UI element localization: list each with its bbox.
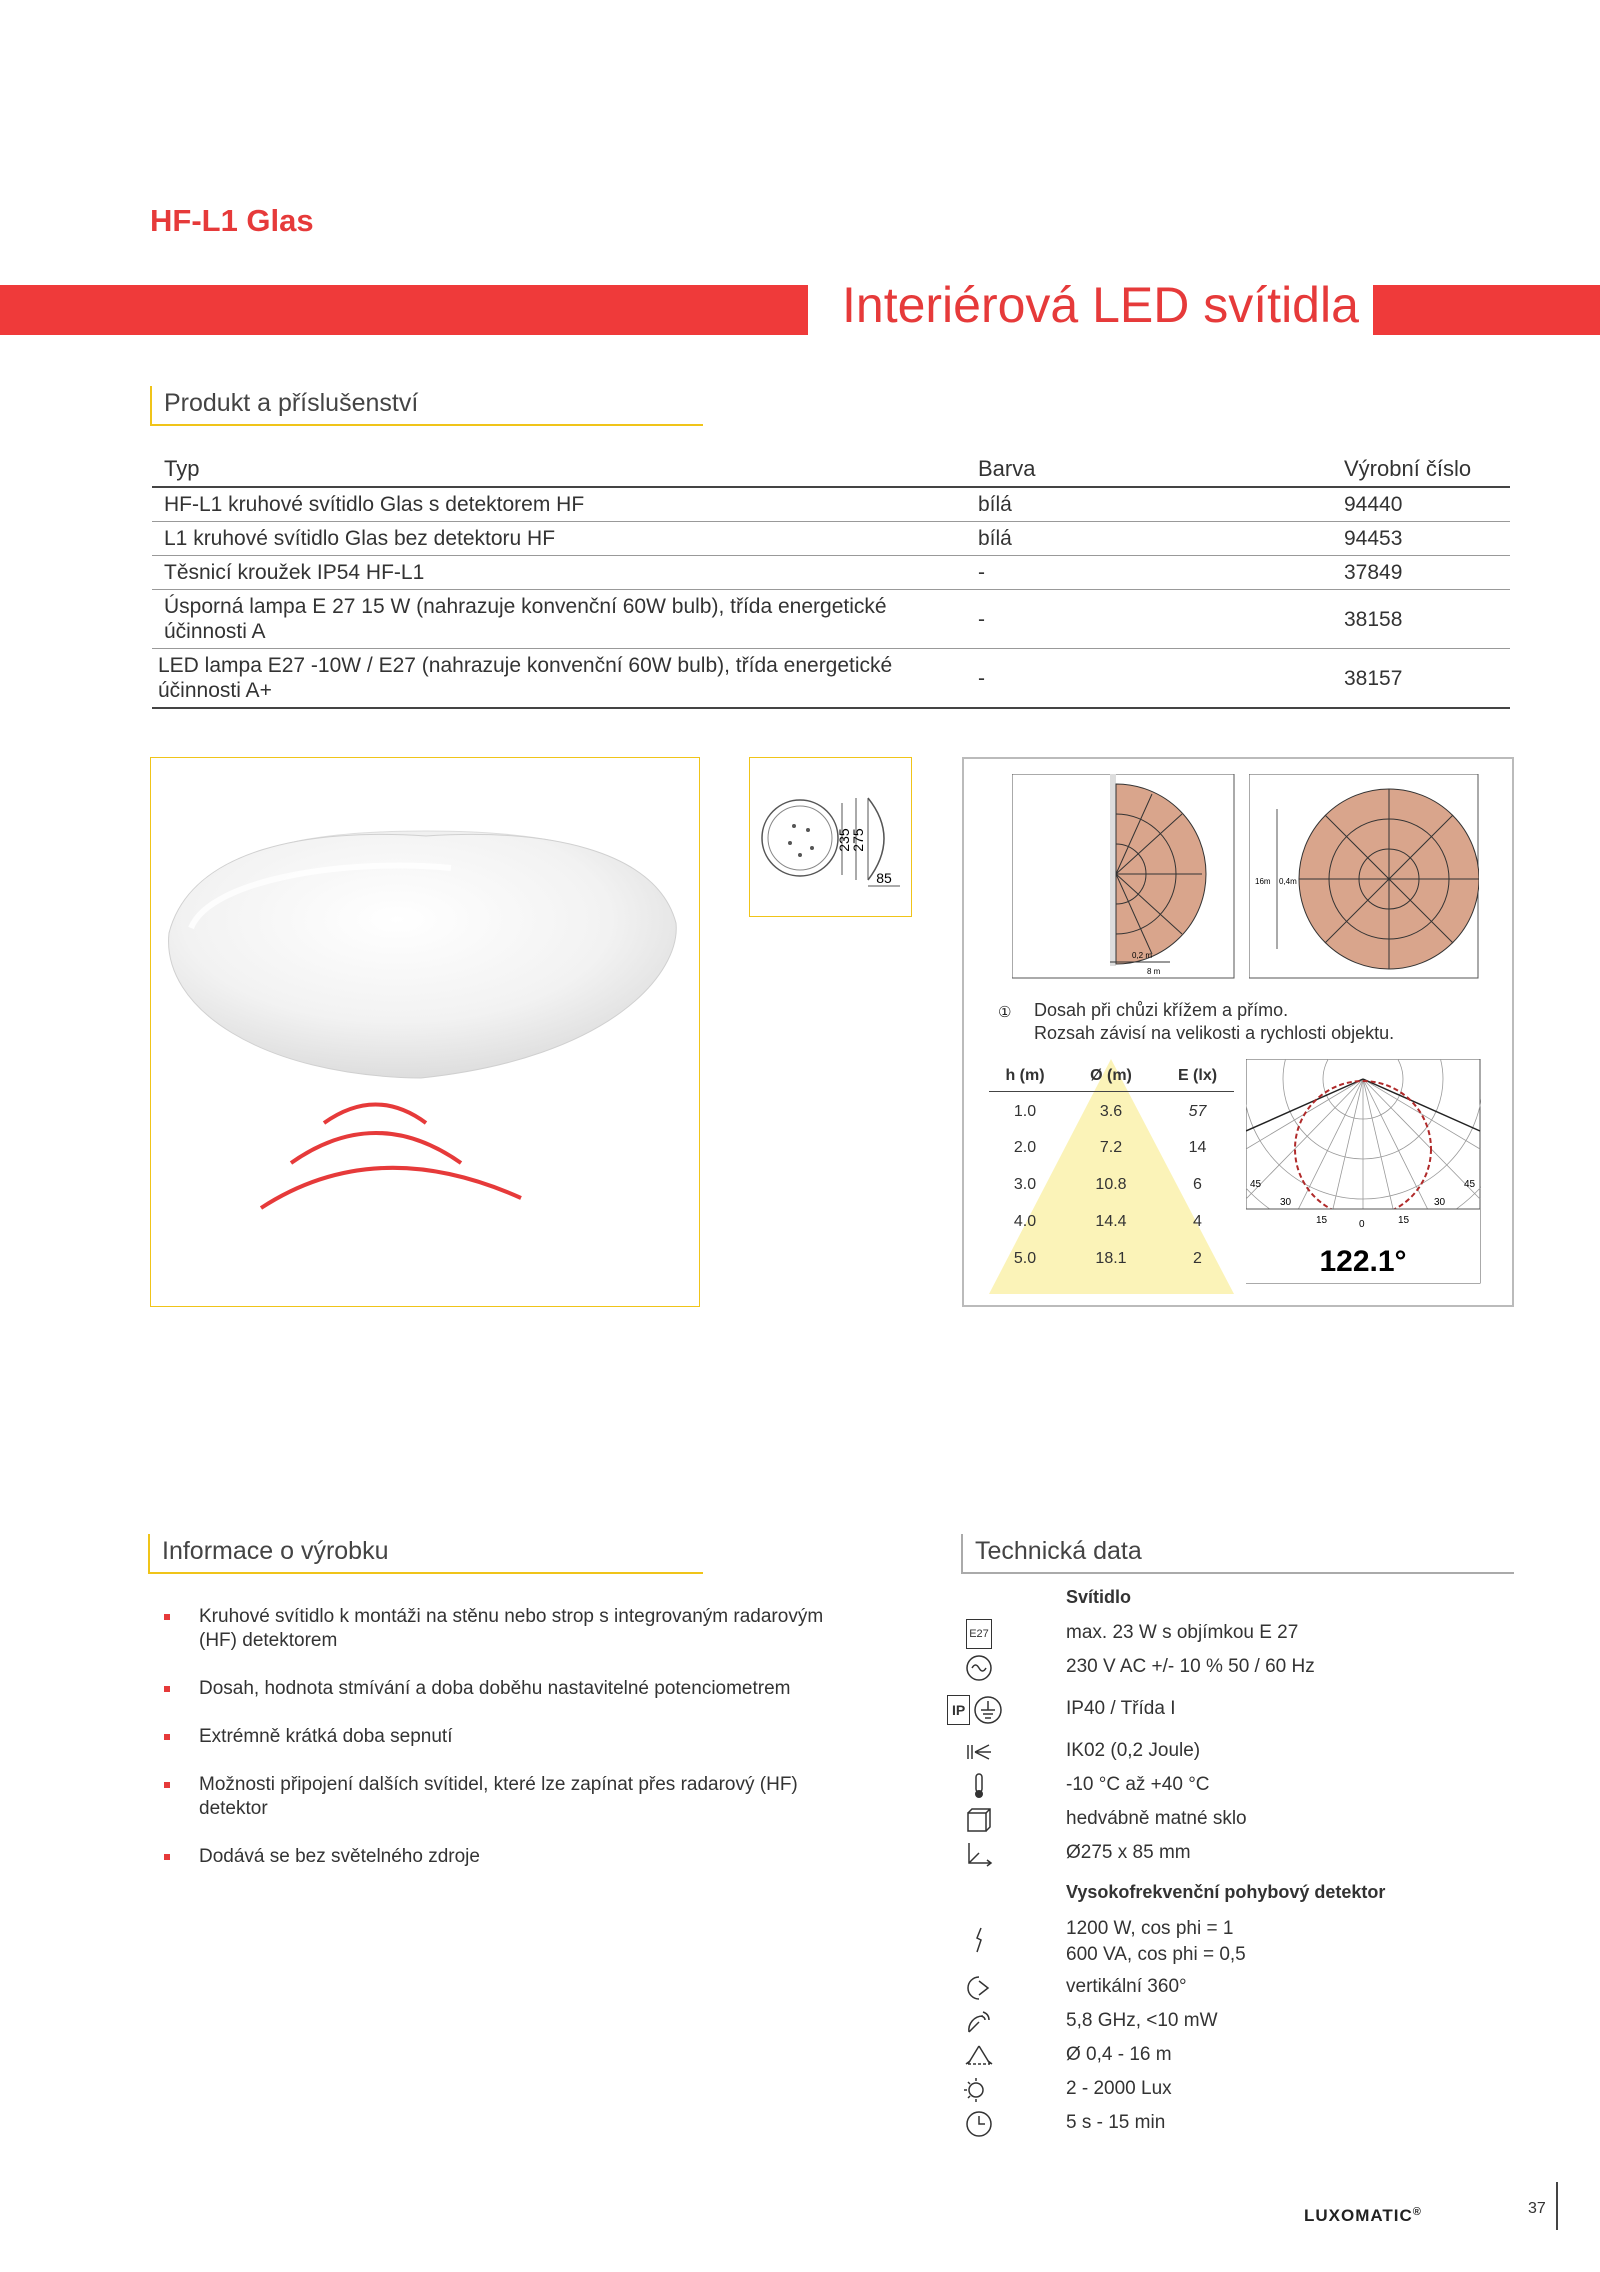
table-row — [152, 590, 1510, 649]
polar-label-l45: 45 — [1250, 1179, 1262, 1190]
load-icon — [963, 1926, 995, 1954]
row-code: 38157 — [1332, 649, 1510, 709]
page-number-divider — [1556, 2182, 1558, 2230]
polar-label-r30: 30 — [1434, 1197, 1446, 1208]
product-photo — [150, 757, 700, 1307]
load-line-2: 600 VA, cos phi = 0,5 — [1066, 1944, 1246, 1965]
product-title: HF-L1 Glas — [150, 203, 314, 238]
e27-icon-text: E27 — [966, 1619, 992, 1649]
range-cell: 18.1 — [1095, 1250, 1127, 1267]
socket-e27-icon — [963, 1620, 995, 1648]
row-color: bílá — [966, 487, 1332, 522]
column-header-color: Barva — [966, 450, 1332, 487]
header-height: h (m) — [1005, 1067, 1045, 1084]
note-line-2: Rozsah závisí na velikosti a rychlosti objektu. — [1034, 1023, 1395, 1043]
tech-section-label: Technická data — [961, 1534, 1514, 1574]
tech-value: IP40 / Třída I — [1066, 1698, 1176, 1719]
tech-value: hedvábně matné sklo — [1066, 1808, 1247, 1829]
products-table — [152, 450, 1510, 709]
list-item: Dosah, hodnota stmívání a doba doběhu nastavitelné potenciometrem — [152, 1677, 842, 1701]
range-cell: 57 — [1188, 1103, 1207, 1120]
tech-data — [952, 1580, 1514, 2160]
dim-275: 275 — [850, 828, 866, 852]
lux-icon — [963, 2076, 995, 2104]
ac-voltage-icon — [963, 1654, 995, 1682]
diameter-label: 0,4m — [1279, 877, 1297, 886]
tech-value: 5 s - 15 min — [1066, 2112, 1166, 2133]
beam-angle: 122.1° — [1319, 1245, 1407, 1278]
width-large-label: 8 m — [1147, 967, 1161, 976]
list-item: Možnosti připojení dalších svítidel, které lze zapínat přes radarový (HF) detektor — [152, 1773, 842, 1821]
row-code: 94440 — [1332, 487, 1510, 522]
table-header-row — [152, 450, 1510, 487]
range-cell: 3.6 — [1099, 1103, 1123, 1120]
tech-value: -10 °C až +40 °C — [1066, 1774, 1210, 1795]
range-row — [989, 1129, 1234, 1166]
range-cell: 3.0 — [1013, 1176, 1037, 1193]
impact-icon — [963, 1738, 995, 1766]
table-row — [152, 556, 1510, 590]
radar-icon — [963, 2008, 995, 2036]
polar-label-r45: 45 — [1464, 1179, 1476, 1190]
dimension-drawing — [749, 757, 912, 917]
range-row — [989, 1203, 1234, 1240]
lamp-illustration — [151, 758, 697, 1304]
range-cell: 2.0 — [1013, 1139, 1037, 1156]
row-color: - — [966, 590, 1332, 649]
polar-diagram — [1246, 1059, 1481, 1284]
polar-label-r15: 15 — [1398, 1215, 1410, 1226]
detection-note — [1034, 999, 1394, 1045]
info-section-label: Informace o výrobku — [148, 1534, 703, 1574]
polar-label-l30: 30 — [1280, 1197, 1292, 1208]
registered-mark: ® — [1412, 2206, 1422, 2218]
tech-value: Ø 0,4 - 16 m — [1066, 2044, 1172, 2065]
tech-value: max. 23 W s objímkou E 27 — [1066, 1622, 1299, 1643]
row-code: 37849 — [1332, 556, 1510, 590]
page-number: 37 — [1528, 2200, 1546, 2217]
row-color: - — [966, 649, 1332, 709]
range-cell: 10.8 — [1095, 1176, 1127, 1193]
detector-heading: Vysokofrekvenční pohybový detektor — [1066, 1882, 1386, 1902]
tech-value: 230 V AC +/- 10 % 50 / 60 Hz — [1066, 1656, 1315, 1677]
range-table — [989, 1067, 1234, 1277]
red-band-right — [1373, 285, 1600, 335]
header-diameter: Ø (m) — [1090, 1067, 1132, 1084]
thermometer-icon — [963, 1772, 995, 1800]
feature-list — [152, 1605, 842, 1893]
range-icon — [963, 2042, 995, 2070]
range-row — [989, 1166, 1234, 1203]
note-icon: ① — [998, 1004, 1012, 1021]
tech-value: IK02 (0,2 Joule) — [1066, 1740, 1201, 1761]
height-label: 16m — [1255, 877, 1271, 886]
dim-85: 85 — [876, 870, 892, 886]
ip-icon-text: IP — [947, 1695, 970, 1725]
table-row — [152, 487, 1510, 522]
range-cell: 2 — [1193, 1250, 1202, 1267]
row-type: LED lampa E27 -10W / E27 (nahrazuje konvenční 60W bulb), třída energetické účinnosti A+ — [152, 649, 966, 709]
range-cell: 14 — [1188, 1139, 1207, 1156]
section-heading: Interiérová LED svítidla — [842, 277, 1359, 333]
row-code: 94453 — [1332, 522, 1510, 556]
range-cell: 14.4 — [1095, 1213, 1127, 1230]
range-row — [989, 1092, 1234, 1129]
range-cell: 5.0 — [1013, 1250, 1037, 1267]
top-view-diagram — [1249, 774, 1479, 979]
tech-value: 5,8 GHz, <10 mW — [1066, 2010, 1218, 2031]
brand-logo — [1304, 2206, 1422, 2226]
range-cell: 1.0 — [1013, 1103, 1037, 1120]
side-view-diagram — [1012, 774, 1235, 979]
header-lux: E (lx) — [1177, 1067, 1218, 1084]
range-table-header — [989, 1067, 1234, 1092]
row-type: Těsnicí kroužek IP54 HF-L1 — [152, 556, 966, 590]
detection-panel — [962, 757, 1514, 1307]
load-line-1: 1200 W, cos phi = 1 — [1066, 1918, 1234, 1939]
brand-name: LUXOMATIC — [1304, 2206, 1413, 2225]
tech-value: Ø275 x 85 mm — [1066, 1842, 1191, 1863]
list-item: Kruhové svítidlo k montáži na stěnu nebo strop s integrovaným radarovým (HF) detektorem — [152, 1605, 842, 1653]
row-color: bílá — [966, 522, 1332, 556]
column-header-type: Typ — [152, 450, 966, 487]
polar-label-0: 0 — [1359, 1219, 1365, 1230]
row-type: HF-L1 kruhové svítidlo Glas s detektorem HF — [152, 487, 966, 522]
clock-icon — [963, 2110, 995, 2138]
row-type: Úsporná lampa E 27 15 W (nahrazuje konvenční 60W bulb), třída energetické účinnosti A — [152, 590, 966, 649]
width-small-label: 0,2 m — [1132, 951, 1153, 960]
products-section-label: Produkt a příslušenství — [150, 386, 703, 426]
range-cell: 6 — [1193, 1176, 1202, 1193]
range-cell: 4.0 — [1013, 1213, 1037, 1230]
angle-icon — [963, 1974, 995, 2002]
range-row — [989, 1240, 1234, 1277]
load-values — [1066, 1916, 1246, 1968]
range-cell: 7.2 — [1099, 1139, 1123, 1156]
range-cell: 4 — [1193, 1213, 1202, 1230]
column-header-code: Výrobní číslo — [1332, 450, 1510, 487]
tech-value: vertikální 360° — [1066, 1976, 1187, 1997]
luminaire-heading: Svítidlo — [1066, 1587, 1132, 1607]
dimensions-icon — [963, 1840, 995, 1868]
row-code: 38158 — [1332, 590, 1510, 649]
table-row — [152, 649, 1510, 709]
row-color: - — [966, 556, 1332, 590]
dim-235: 235 — [836, 828, 852, 852]
material-icon — [963, 1806, 995, 1834]
tech-value: 2 - 2000 Lux — [1066, 2078, 1172, 2099]
polar-label-l15: 15 — [1316, 1215, 1328, 1226]
list-item: Extrémně krátká doba sepnutí — [152, 1725, 842, 1749]
list-item: Dodává se bez světelného zdroje — [152, 1845, 842, 1869]
red-band-left — [0, 285, 808, 335]
ip-class-icon — [947, 1696, 1019, 1724]
row-type: L1 kruhové svítidlo Glas bez detektoru HF — [152, 522, 966, 556]
table-row — [152, 522, 1510, 556]
note-line-1: Dosah při chůzi křížem a přímo. — [1034, 1000, 1289, 1020]
